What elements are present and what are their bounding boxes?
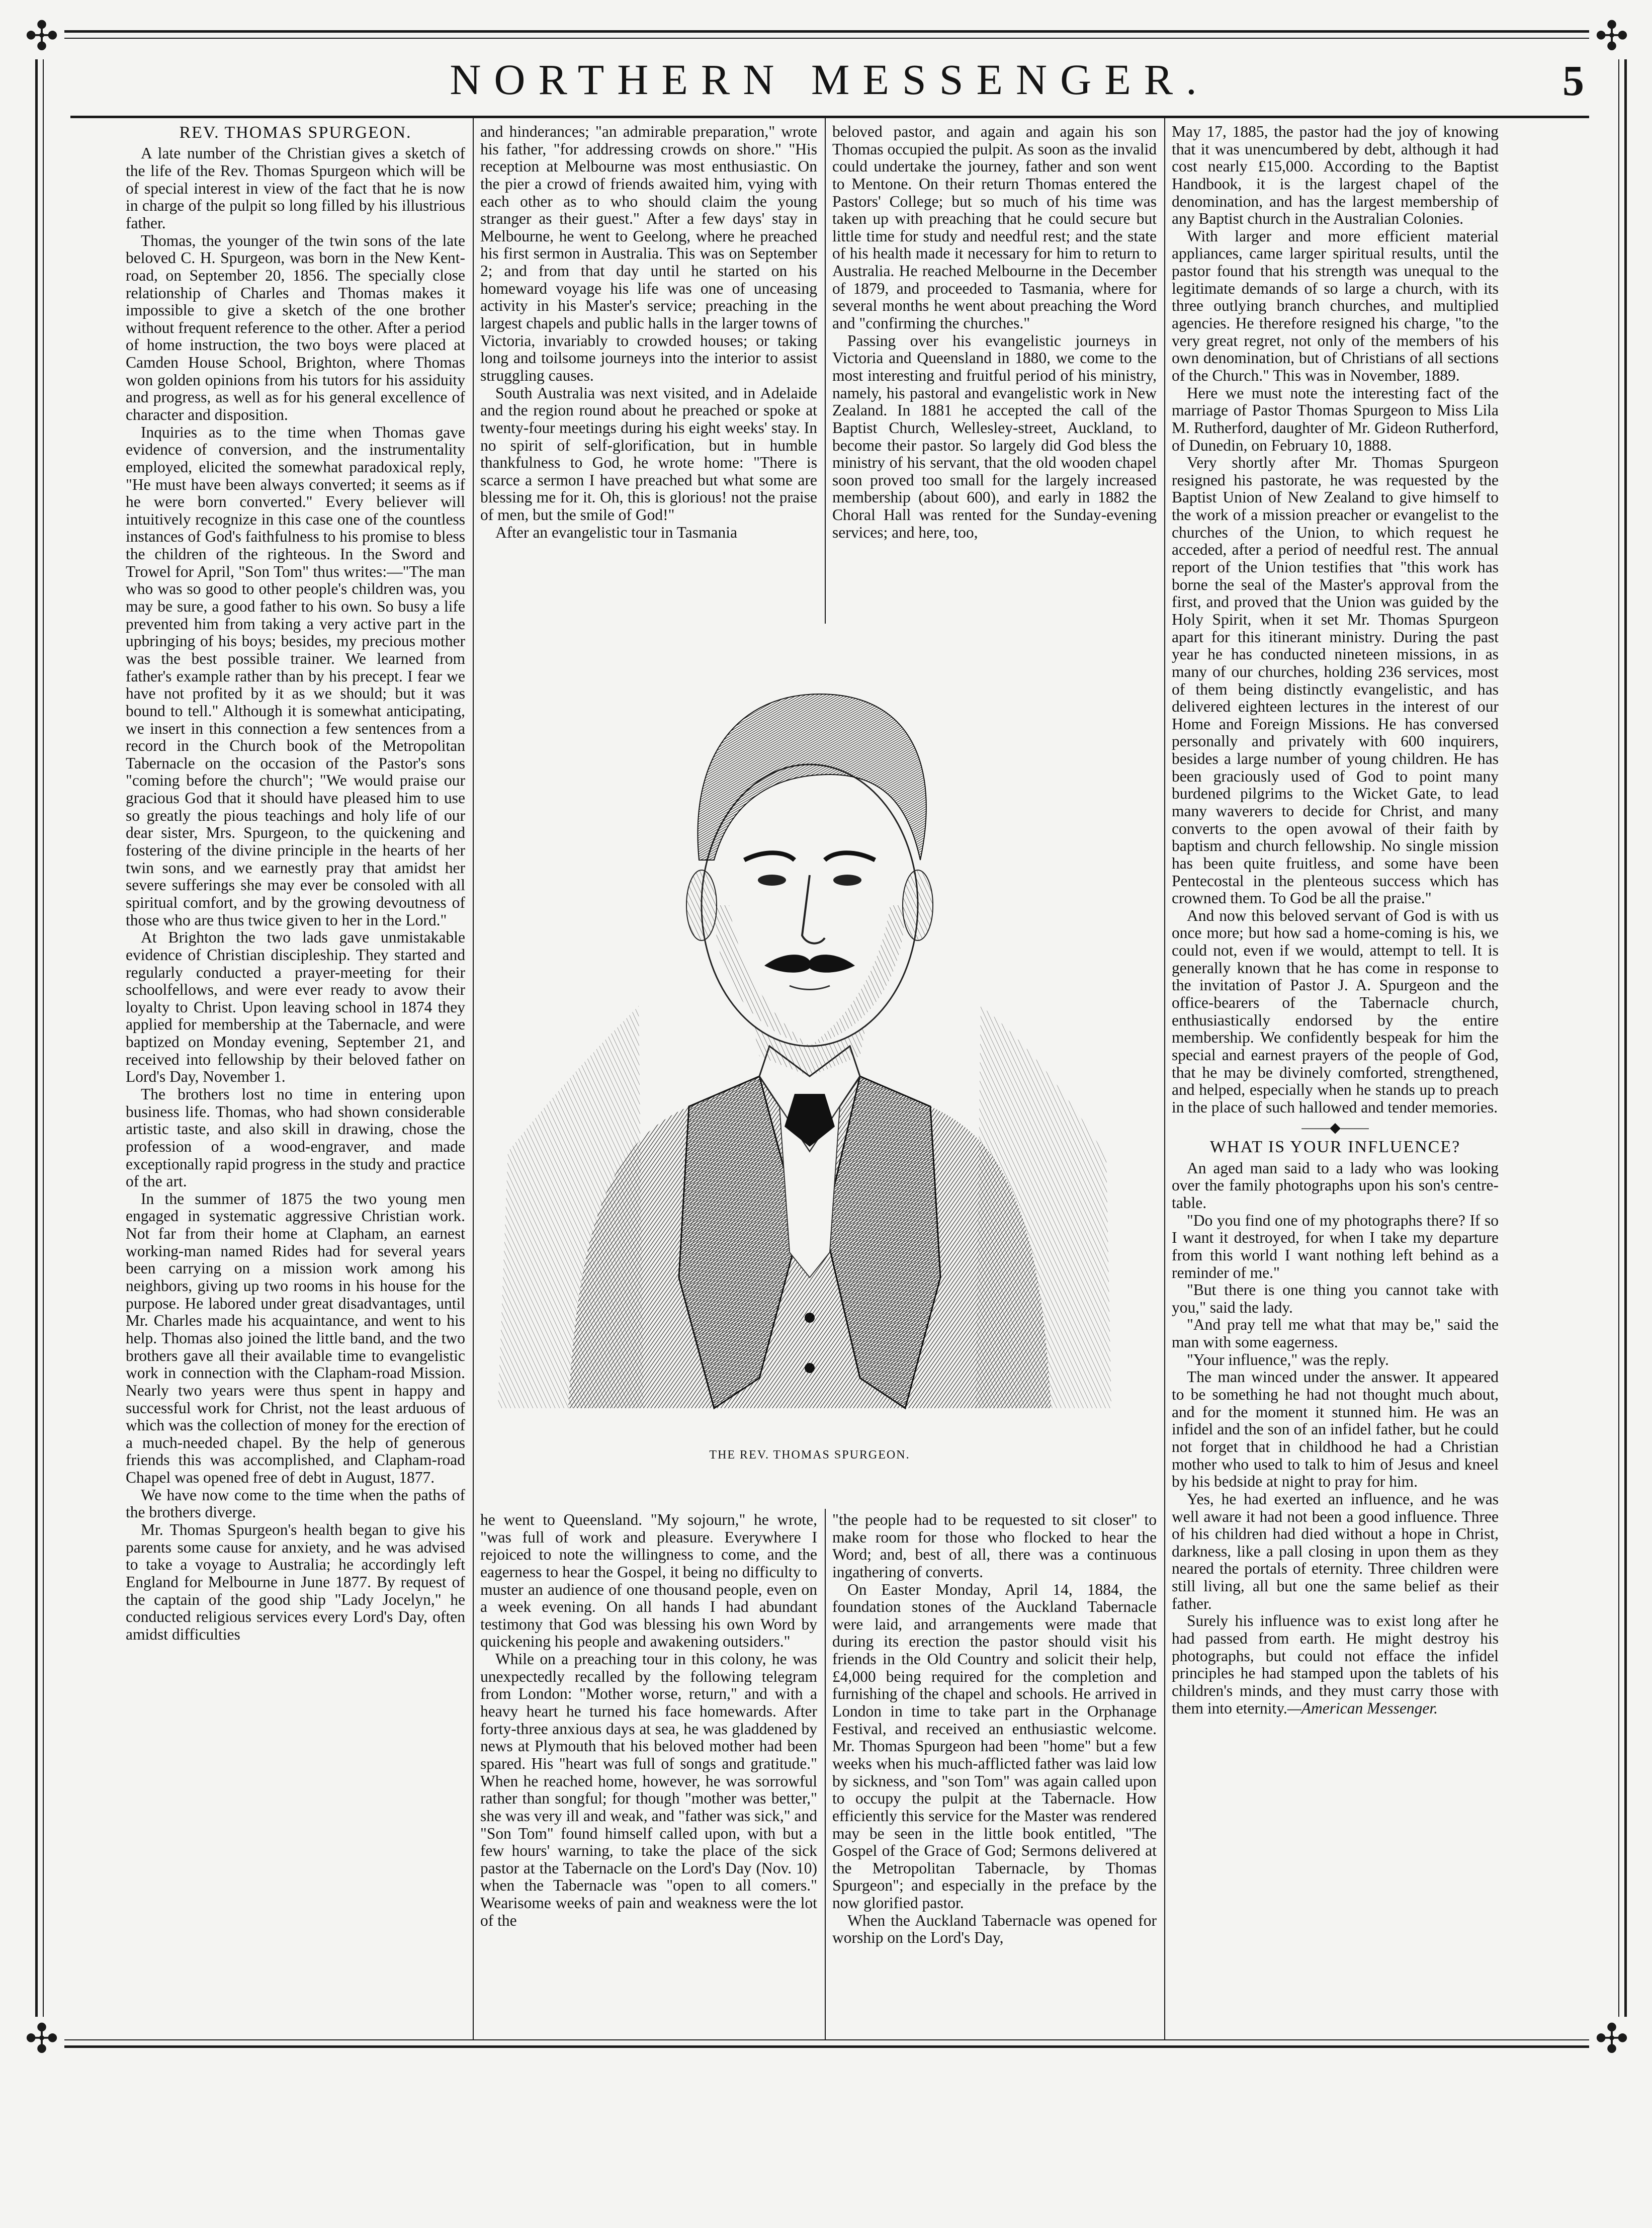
paragraph: An aged man said to a lady who was looking over the family photographs upon his son's centre-table. bbox=[1172, 1159, 1499, 1212]
corner-ornament-icon: ✣ bbox=[1589, 14, 1634, 59]
paragraph: Yes, he had exerted an influence, and he was well aware it had not been a good influence. Three of his children had died without a hope in Christ, darkness, like a pall closing in upon them as they neared the portals of eternity. Three children were still living, all but one the same belief as their father. bbox=[1172, 1490, 1499, 1612]
article-column-3-top bbox=[832, 123, 1157, 621]
paragraph: We have now come to the time when the paths of the brothers diverge. bbox=[126, 1486, 465, 1521]
paragraph: beloved pastor, and again and again his son Thomas occupied the pulpit. As soon as the invalid could undertake the journey, father and son went to Mentone. On their return Thomas entered the Pastors' College; but so much of his time was taken up with preaching that he could secure but little time for study and needful rest; and the state of his health made it necessary for him to return to Australia. He reached Melbourne in the December of 1879, and proceeded to Tasmania, where for several months he went about preaching the Word and "confirming the churches." bbox=[832, 123, 1157, 332]
article-column-1 bbox=[126, 123, 465, 2034]
paragraph-text: Surely his influence was to exist long after he had passed from earth. He might destroy his photographs, but could not efface the infidel principles he had stamped upon the tablets of his children's minds, and they must carry those with them into eternity. bbox=[1172, 1612, 1499, 1717]
paragraph: he went to Queensland. "My sojourn," he wrote, "was full of work and pleasure. Everywhere I rejoiced to note the willingness to come, and the eagerness to hear the Gospel, it being no difficulty to muster an audience of one thousand people, even on a week evening. On all hands I had abundant testimony that God was blessing his own Word by quickening his people and awakening outsiders." bbox=[480, 1511, 817, 1651]
article-column-2-top bbox=[480, 123, 817, 621]
paragraph: "Do you find one of my photographs there? If so I want it destroyed, for when I take my departure from this world I want nothing left behind as a reminder of me." bbox=[1172, 1211, 1499, 1281]
corner-ornament-icon: ✣ bbox=[1589, 2017, 1634, 2062]
paragraph: At Brighton the two lads gave unmistakable evidence of Christian discipleship. They started and regularly conducted a prayer-meeting for their schoolfellows, and were ever ready to avow their loyalty to Christ. Upon leaving school in 1874 they applied for membership at the Tabernacle, and were baptized on Monday evening, September 21, and received into fellowship by their beloved father on Lord's Day, November 1. bbox=[126, 928, 465, 1086]
masthead-title: NORTHERN MESSENGER. bbox=[450, 55, 1210, 104]
paragraph: The man winced under the answer. It appeared to be something he had not thought much about, and for the moment it stunned him. He was an infidel and the son of an infidel father, but he could not forget that in childhood he had a Christian mother who used to talk to him of Jesus and kneel by his bedside at night to pray for him. bbox=[1172, 1368, 1499, 1491]
article-column-2-bottom bbox=[480, 1511, 817, 2037]
paragraph: In the summer of 1875 the two young men engaged in systematic aggressive Christian work. Not far from their home at Clapham, an earnest working-man named Rides had for several years been carrying on a mission work among his neighbors, giving up two rooms in his house for the purpose. He labored under great disadvantages, until Mr. Charles made his acquaintance, and went to his help. Thomas also joined the little band, and the two brothers gave all their available time to evangelistic work in connection with the Clapham-road Mission. Nearly two years were thus spent in happy and successful work for Christ, not the least arduous of which was the collection of money for the erection of a much-needed chapel. By the help of generous friends this was accomplished, and Clapham-road Chapel was opened free of debt in August, 1877. bbox=[126, 1189, 465, 1487]
paragraph: Passing over his evangelistic journeys in Victoria and Queensland in 1880, we come to the most interesting and fruitful period of his ministry, namely, his pastoral and evangelistic work in New Zealand. In 1881 he accepted the call of the Baptist Church, Wellesley-street, Auckland, to become their pastor. So largely did God bless the ministry of his servant, that the old wooden chapel soon proved too small for the largely increased membership (about 600), and early in 1882 the Choral Hall was rented for the Sunday-evening services; and here, too, bbox=[832, 331, 1157, 541]
column-rule bbox=[473, 118, 474, 2039]
section-divider-icon: ——◆—— bbox=[1301, 1120, 1369, 1136]
article-title: WHAT IS YOUR INFLUENCE? bbox=[1209, 1138, 1461, 1157]
article-column-3-bottom bbox=[832, 1511, 1157, 2037]
paragraph: A late number of the Christian gives a sketch of the life of the Rev. Thomas Spurgeon which will be of special interest in view of the fact that he is now in charge of the pulpit so long filled by his illustrious father. bbox=[126, 144, 465, 232]
paragraph: "And pray tell me what that may be," said the man with some eagerness. bbox=[1172, 1316, 1499, 1351]
paragraph: When the Auckland Tabernacle was opened for worship on the Lord's Day, bbox=[832, 1911, 1157, 1947]
paragraph: The brothers lost no time in entering upon business life. Thomas, who had shown considerable artistic taste, and also skill in drawing, chose the profession of a wood-engraver, and made exceptionally rapid progress in the study and practice of the art. bbox=[126, 1085, 465, 1190]
paragraph: With larger and more efficient material appliances, came larger spiritual results, until the pastor found that his strength was unequal to the legitimate demands of so large a church, with its three outlying branch churches, and multiplied agencies. He therefore resigned his charge, "to the very great regret, not only of the members of his own denomination, but of Christians of all sections of the Church." This was in November, 1889. bbox=[1172, 227, 1499, 384]
paragraph: And now this beloved servant of God is with us once more; but how sad a home-coming is his, we could not, even if we would, attempt to tell. It is generally known that he has come in response to the invitation of Pastor J. A. Spurgeon and the office-bearers of the Tabernacle church, enthusiastically endorsed by the entire membership. We confidently bespeak for him the special and earnest prayers of the people of God, that he may be divinely comforted, strengthened, and helped, especially when he stands up to preach in the place of such hallowed and tender memories. bbox=[1172, 906, 1499, 1116]
paragraph: "Your influence," was the reply. bbox=[1187, 1350, 1389, 1368]
column-rule bbox=[1164, 118, 1165, 2039]
paragraph bbox=[1172, 1612, 1499, 1717]
paragraph: and hinderances; "an admirable preparation," wrote his father, "for addressing crowds on shore." "His reception at Melbourne was most enthusiastic. On the pier a crowd of friends awaited him, vying with each other as to who should claim the young stranger as their guest." After a few days' stay in Melbourne, he went to Geelong, where he preached his first sermon in Australia. This was on September 2; and from that day until he started on his homeward voyage his life was one of unceasing activity in his Master's service; preaching in the largest chapels and public halls in the larger towns of Victoria, invariably to crowded houses; or taking long and toilsome journeys into the interior to assist struggling causes. bbox=[480, 123, 817, 384]
corner-ornament-icon: ✣ bbox=[19, 2017, 64, 2062]
column-rule bbox=[825, 118, 826, 624]
portrait-engraving bbox=[478, 624, 1142, 1428]
paragraph: South Australia was next visited, and in Adelaide and the region round about he preached or spoke at twenty-four meetings during his eight weeks' stay. In no spirit of self-glorification, but in humble thankfulness to God, he wrote home: "There is scarce a sermon I have preached but what some are blessing me for it. Oh, this is glorious! not the praise of men, but the smile of God!" bbox=[480, 384, 817, 524]
paragraph: May 17, 1885, the pastor had the joy of knowing that it was unencumbered by debt, although it had cost nearly £15,000. According to the Baptist Handbook, it is the largest chapel of the denomination, and has the largest membership of any Baptist church in the Australian Colonies. bbox=[1172, 123, 1499, 228]
article-title: REV. THOMAS SPURGEON. bbox=[179, 123, 412, 142]
masthead bbox=[70, 50, 1589, 118]
paragraph: While on a preaching tour in this colony, he was unexpectedly recalled by the following telegram from London: "Mother worse, return," and with a heavy heart he turned his face homewards. After forty-three anxious days at sea, he was gladdened by news at Plymouth that his beloved mother had been spared. His "heart was full of songs and gratitude." When he reached home, however, he was sorrowful rather than songful; for though "mother was better," she was very ill and weak, and "father was sick," and "Son Tom" found himself called upon, with but a few hours' warning, to take the place of the sick pastor at the Tabernacle on the Lord's Day (Nov. 10) when the Tabernacle was "open to all comers." Wearisome weeks of pain and weakness were the lot of the bbox=[480, 1650, 817, 1929]
paragraph: Here we must note the interesting fact of the marriage of Pastor Thomas Spurgeon to Miss Lila M. Rutherford, daughter of Mr. Gideon Rutherford, of Dunedin, on February 10, 1888. bbox=[1172, 384, 1499, 454]
paragraph: Inquiries as to the time when Thomas gave evidence of conversion, and the instrumentality employed, elicited the somewhat paradoxical reply, "He must have been always converted; it seems as if he were born converted." Every believer will intuitively recognize in this case one of the countless instances of God's faithfulness to his promise to bless the children of the righteous. In the Sword and Trowel for April, "Son Tom" thus writes:—"The man who was so good to other people's children was, you may be sure, a good father to his own. So busy a life prevented him from taking a very active part in the upbringing of his boys; besides, my precious mother was the best possible trainer. We learned from father's example rather than by his precept. I fear we have not profited by it as we should; but it was bound to tell." Although it is somewhat anticipating, we insert in this connection a few sentences from a record in the Church book of the Metropolitan Tabernacle on the occasion of the Pastor's sons "coming before the church"; "We would praise our gracious God that it should have pleased him to use so greatly the pious teachings and holy life of our dear sister, Mrs. Spurgeon, to the quickening and fostering of the divine principle in the hearts of her twin sons, and we earnestly pray that amidst her severe sufferings she may ever be consoled with all spiritual comfort, and by the growing devoutness of those who are thus twice given to her in the Lord." bbox=[126, 423, 465, 929]
paragraph: On Easter Monday, April 14, 1884, the foundation stones of the Auckland Tabernacle were laid, and arrangements were made that during its erection the pastor should visit his friends in the Old Country and solicit their help, £4,000 being required for the completion and furnishing of the chapel and schools. He arrived in London in time to take part in the Orphanage Festival, and received an enthusiastic welcome. Mr. Thomas Spurgeon had been "home" but a few weeks when his much-afflicted father was laid low by sickness, and "son Tom" was again called upon to occupy the pulpit at the Tabernacle. How efficiently this service for the Master was rendered may be seen in the little book entitled, "The Gospel of the Grace of God; Sermons delivered at the Metropolitan Tabernacle, by Thomas Spurgeon"; and especially in the preface by the now glorified pastor. bbox=[832, 1580, 1157, 1912]
paragraph: After an evangelistic tour in Tasmania bbox=[495, 523, 737, 541]
paragraph: "the people had to be requested to sit closer" to make room for those who flocked to hear the Word; and, best of all, there was a continuous ingathering of converts. bbox=[832, 1511, 1157, 1581]
portrait-caption: THE REV. THOMAS SPURGEON. bbox=[709, 1448, 910, 1462]
page-number: 5 bbox=[1562, 56, 1584, 105]
paragraph: Very shortly after Mr. Thomas Spurgeon resigned his pastorate, he was requested by the Baptist Union of New Zealand to give himself to the work of a mission preacher or evangelist to the churches of the Union, to which request he acceded, after a period of needful rest. The annual report of the Union testifies that "this work has borne the seal of the Master's approval from the first, and proved that the Union was guided by the Holy Spirit, when it set Mr. Thomas Spurgeon apart for this itinerant ministry. During the past year he has conducted nineteen missions, in as many of our churches, holding 236 services, most of them being distinctly evangelistic, and has delivered eighteen lectures in the interest of our Home and Foreign Missions. He has conversed personally and privately with 600 inquirers, besides a large number of young children. He has been graciously used of God to point many burdened pilgrims to the Wicket Gate, to lead many waverers to decide for Christ, and many converts to the open avowal of their faith by baptism and church fellowship. No single mission has been quite fruitless, and some have been Pentecostal in the plenteous success which has crowned them. To God be all the praise." bbox=[1172, 454, 1499, 907]
source-credit: —American Messenger. bbox=[1287, 1699, 1438, 1717]
portrait-illustration bbox=[478, 624, 1142, 1428]
column-rule bbox=[825, 1509, 826, 2039]
corner-ornament-icon: ✣ bbox=[19, 14, 64, 59]
article-column-4 bbox=[1172, 123, 1499, 2034]
paragraph: "But there is one thing you cannot take with you," said the lady. bbox=[1172, 1281, 1499, 1316]
paragraph: Mr. Thomas Spurgeon's health began to give his parents some cause for anxiety, and he was advised to take a voyage to Australia; he accordingly left England for Melbourne in June 1877. By request of the captain of the good ship "Lady Jocelyn," he conducted religious services every Lord's Day, often amidst difficulties bbox=[126, 1521, 465, 1643]
paragraph: Thomas, the younger of the twin sons of the late beloved C. H. Spurgeon, was born in the New Kent-road, on September 20, 1856. The specially close relationship of Charles and Thomas makes it impossible to give a sketch of the one brother without frequent reference to the other. After a period of home instruction, the two boys were placed at Camden House School, Brighton, where Thomas won golden opinions from his tutors for his assiduity and progress, as well as for his general excellence of character and disposition. bbox=[126, 231, 465, 423]
